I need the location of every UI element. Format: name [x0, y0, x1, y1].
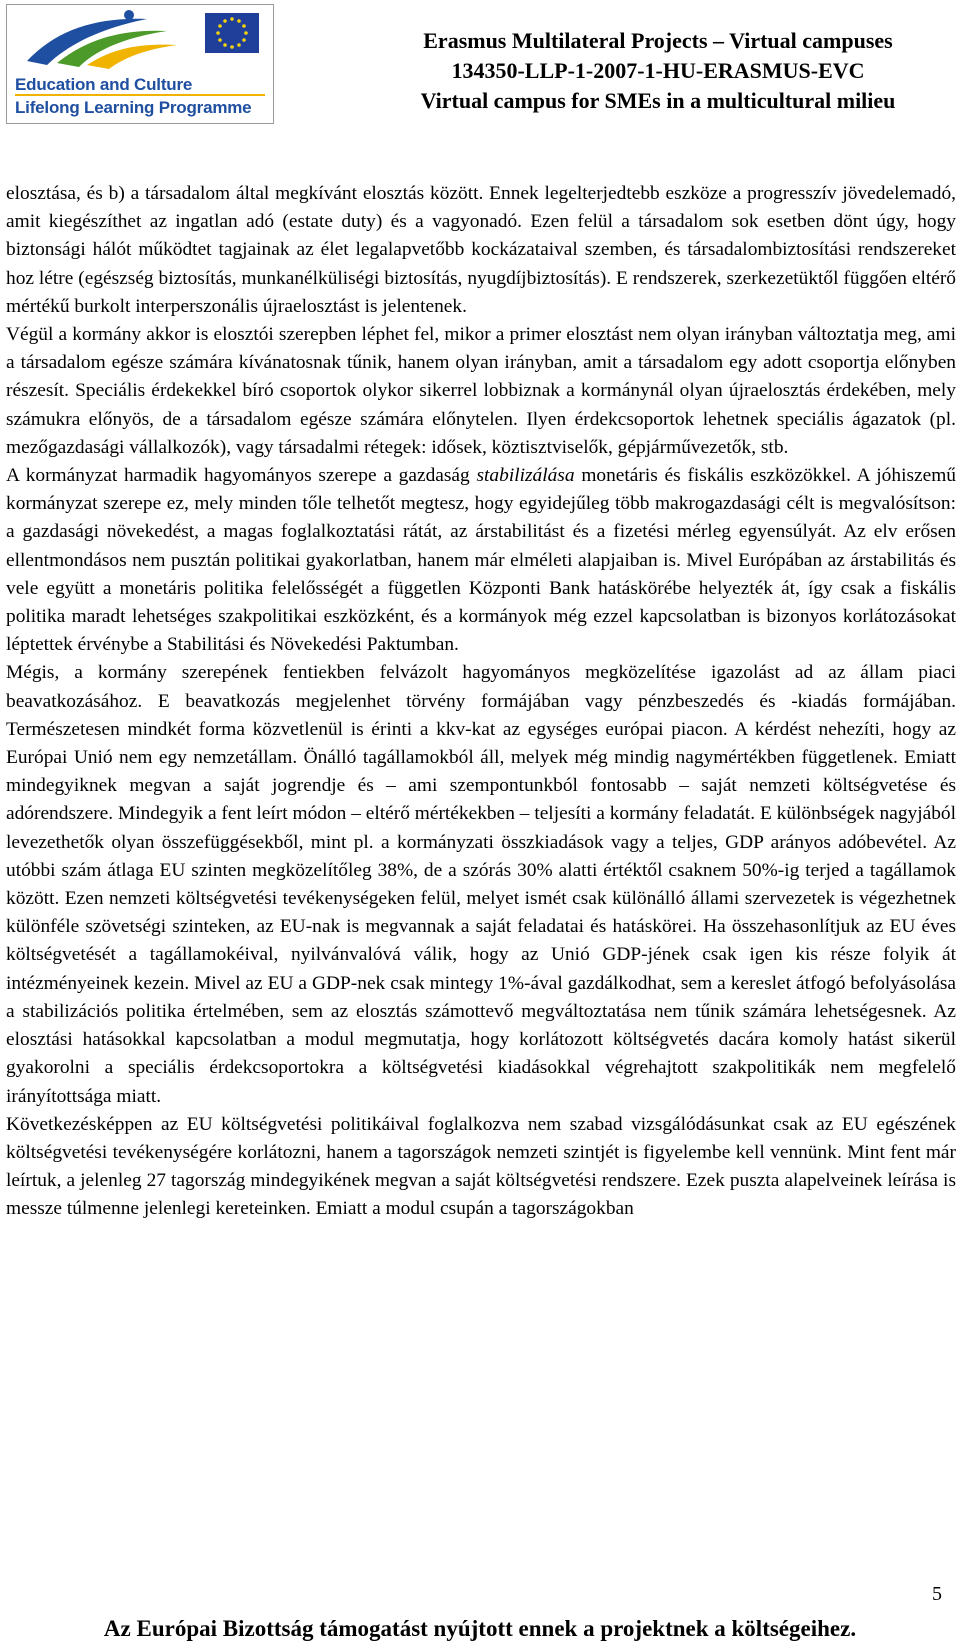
page-header: [0, 0, 960, 130]
paragraph: [6, 462, 956, 659]
paragraph: Végül a kormány akkor is elosztói szerepben léphet fel, mikor a primer elosztást nem olyan irányban változtatja meg, ami a társadalom egésze számára kívánatosnak tűnik, hanem olyan irányban, amit a társadalom egy adott csoportja előnyben részesít. Speciális érdekekkel bíró csoportok olykor sikerrel lobbiznak a kormánynál olyan újraelosztás érdekében, mely számukra előnyös, de a társadalom egésze számára előnytelen. Ilyen érdekcsoportok lehetnek speciális ágazatok (pl. mezőgazdasági vállalkozók), vagy társadalmi rétegek: idősek, köztisztviselők, gépjárművezetők, stb.: [6, 324, 956, 458]
logo-line-1: Education and Culture: [15, 75, 193, 94]
project-header-text: [378, 26, 938, 116]
header-line-3: Virtual campus for SMEs in a multicultural milieu: [420, 88, 896, 113]
paragraph: Mégis, a kormány szerepének fentiekben felvázolt hagyományos megközelítése igazolást ad az állam piaci beavatkozásához. E beavatkozás megjelenhet törvény formájában vagy pénzbeszedés és -kiadás formájában. Természetesen mindkét forma közvetlenül is érinti a kkv-kat az egységes európai piacon. A kérdést nehezíti, hogy az Európai Unió nem egy nemzetállam. Önálló tagállamokból áll, melyek még mindig nagymértékben függetlenek. Emiatt mindegyiknek megvan a saját jogrendje és – ami szempontunkból fontosabb – saját nemzeti költségvetése és adórendszere. Mindegyik a fent leírt módon – eltérő mértékekben – teljesíti a kormány feladatát. E különbségek nagyjából levezethetők olyan összefüggésekből, mint pl. a kormányzati összkiadások vagy a teljes, GDP arányos adóbevétel. Az utóbbi szám átlaga EU szinten megközelítőleg 38%, de a szórás 30% alatti értéktől csaknem 50%-ig terjed a tagállamok között. Ezen nemzeti költségvetési tevékenységeken felül, melyet ismét csak különálló állami szervezetek is végezhetnek különféle szövetségi szinteken, az EU-nak is megvannak a saját feladatai és hatáskörei. Ha összehasonlítjuk az EU éves költségvetését a tagállamokéival, nyilvánvalóvá válik, hogy az Unió GDP-jének csak igen kis része folyik át intézményeinek kezein. Mivel az EU a GDP-nek csak mintegy 1%-ával gazdálkodhat, sem a kereslet átfogó befolyásolása a stabilizációs politika értelmében, sem az elosztás számottevő megváltoztatása nem tűnik számára lehetségesnek. Az elosztási hatásokkal kapcsolatban a modul megmutatja, hogy korlátozott költségvetés dacára komoly hatást sikerül gyakorolni a speciális érdekcsoportokra a költségvetési kiadásokkal végrehajtott szakpolitikák nem megfelelő irányítottsága miatt.: [6, 662, 956, 1107]
header-line-1: Erasmus Multilateral Projects – Virtual campuses: [423, 28, 893, 53]
emphasis-text: stabilizálása: [476, 465, 575, 487]
eu-programme-logo: [6, 4, 274, 124]
header-line-2: 134350-LLP-1-2007-1-HU-ERASMUS-EVC: [451, 58, 865, 83]
logo-divider: [15, 94, 265, 96]
body-text: [6, 180, 956, 1224]
paragraph-text: monetáris és fiskális eszközökkel. A jóhiszemű kormányzat szerepe ez, mely minden tőle telhetőt megtesz, hogy egyidejűleg több makrogazdasági célt is megvalósítson: a gazdasági növekedést, a magas foglalkoztatási rátát, az árstabilitást és a fizetési mérleg egyensúlyát. Az elv erősen ellentmondásos nem pusztán politikai gyakorlatban, hanem már elméleti alapjaiban is. Mivel Európában az árstabilitás és vele együtt a monetáris politika felelősségét a független Központi Bank hatáskörébe helyezték át, így csak a fiskális politika maradt lehetséges szakpolitikai eszközként, és a kormányok még ezzel kapcsolatban is bizonyos korlátozásokat léptettek érvénybe a Stabilitási és Növekedési Paktumban.: [6, 465, 956, 656]
paragraph-text: A kormányzat harmadik hagyományos szerepe a gazdaság: [6, 465, 477, 487]
logo-graphic-icon: [17, 9, 267, 73]
page-footer: Az Európai Bizottság támogatást nyújtott ennek a projektnek a költségeihez.: [103, 1616, 857, 1641]
paragraph: Következésképpen az EU költségvetési politikáival foglalkozva nem szabad vizsgálódásunkat csak az EU egészének költségvetési tevékenységére korlátozni, hanem a tagországok nemzeti szintjét is figyelembe kell vennünk. Mint fent már leírtuk, a jelenleg 27 tagország mindegyikének megvan a saját költségvetési rendszere. Ezek puszta alapelveinek leírása is messze túlmenne jelenlegi kereteinken. Emiatt a modul csupán a tagországokban: [6, 1113, 956, 1220]
page-number: 5: [932, 1583, 942, 1605]
paragraph: elosztása, és b) a társadalom által megkívánt elosztás között. Ennek legelterjedtebb eszköze a progresszív jövedelemadó, amit kiegészíthet az ingatlan adó (estate duty) és a vagyonadó. Ezen felül a társadalom sok esetben dönt úgy, hogy biztonsági hálót működtet tagjainak az élet legalapvetőbb kockázataival szemben, és társadalombiztosítási rendszereket hoz létre (egészség biztosítás, munkanélküliségi biztosítás, nyugdíjbiztosítás). E rendszerek, szerkezetüktől függően eltérő mértékű burkolt interperszonális újraelosztást is jelentenek.: [6, 183, 956, 317]
logo-line-2: Lifelong Learning Programme: [15, 98, 252, 117]
